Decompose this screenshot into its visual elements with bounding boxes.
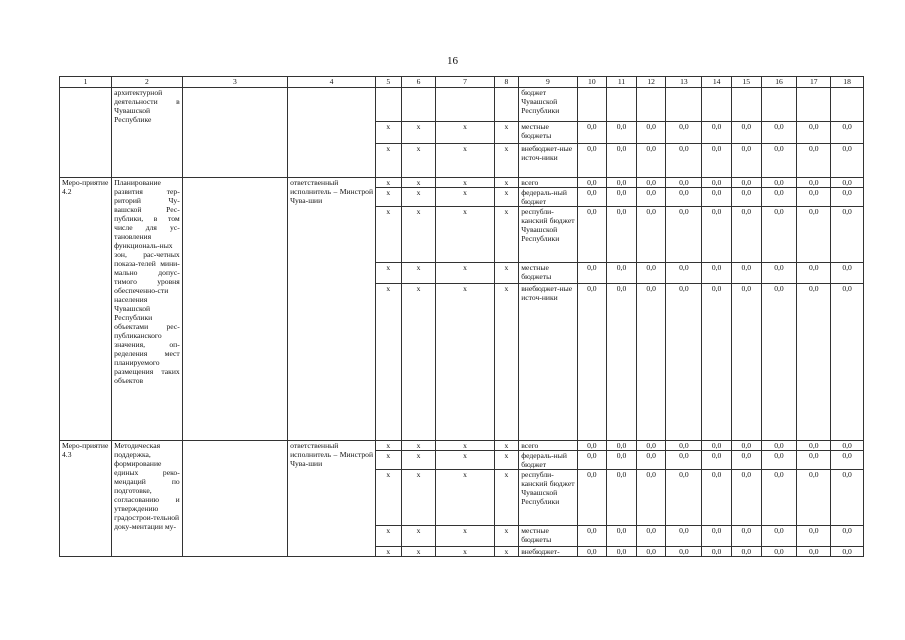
cell-x: x: [376, 526, 402, 547]
cell-value: 0,0: [702, 263, 732, 284]
cell-value: 0,0: [731, 144, 761, 178]
cell-col11: [607, 88, 637, 122]
cell-x: x: [436, 263, 494, 284]
cell-value: 0,0: [831, 470, 864, 526]
cell-value: 0,0: [607, 451, 637, 470]
page-number: 16: [447, 55, 458, 67]
cell-value: 0,0: [761, 451, 797, 470]
cell-value: 0,0: [636, 188, 666, 207]
cell-value: 0,0: [636, 263, 666, 284]
column-header-14: 14: [702, 77, 732, 88]
cell-value: 0,0: [797, 207, 831, 263]
cell-value: 0,0: [831, 122, 864, 144]
cell-col13: [666, 88, 702, 122]
cell-value: 0,0: [797, 284, 831, 441]
cell-value: 0,0: [607, 122, 637, 144]
cell-value: 0,0: [761, 122, 797, 144]
cell-value: 0,0: [761, 441, 797, 451]
cell-x: x: [401, 178, 436, 188]
cell-x: x: [376, 547, 402, 557]
cell-value: 0,0: [761, 547, 797, 557]
cell-value: 0,0: [666, 441, 702, 451]
cell-value: 0,0: [577, 441, 607, 451]
cell-value: 0,0: [761, 207, 797, 263]
cell-col3: [182, 88, 287, 178]
cell-x: x: [401, 526, 436, 547]
cell-value: 0,0: [731, 122, 761, 144]
cell-value: 0,0: [731, 526, 761, 547]
cell-value: 0,0: [831, 547, 864, 557]
cell-col15: [731, 88, 761, 122]
cell-x: x: [376, 284, 402, 441]
cell-value: 0,0: [797, 470, 831, 526]
cell-col12: [636, 88, 666, 122]
cell-value: 0,0: [577, 178, 607, 188]
cell-x: x: [494, 263, 519, 284]
cell-x: x: [494, 122, 519, 144]
cell-value: 0,0: [607, 207, 637, 263]
cell-col16: [761, 88, 797, 122]
cell-value: 0,0: [636, 284, 666, 441]
cell-value: 0,0: [702, 451, 732, 470]
cell-value: 0,0: [702, 188, 732, 207]
cell-value: 0,0: [636, 207, 666, 263]
cell-x: x: [436, 526, 494, 547]
cell-col10: [577, 88, 607, 122]
cell-value: 0,0: [607, 144, 637, 178]
cell-value: 0,0: [731, 451, 761, 470]
cell-value: 0,0: [607, 284, 637, 441]
cell-value: 0,0: [607, 188, 637, 207]
cell-value: 0,0: [761, 284, 797, 441]
cell-value: 0,0: [797, 178, 831, 188]
column-header-18: 18: [831, 77, 864, 88]
cell-value: 0,0: [731, 547, 761, 557]
cell-x: x: [401, 122, 436, 144]
cell-value: 0,0: [636, 526, 666, 547]
cell-value: 0,0: [831, 263, 864, 284]
cell-col7: [436, 88, 494, 122]
budget-table: [59, 76, 864, 557]
cell-x: x: [376, 441, 402, 451]
cell-activity-name: Планирование развития тер-риторий Чу-вашской Рес-публики, в том числе для ус-тановления функциональ-ных зон, рас-четных показа-телей мини-мально допус-тимого уровня обеспеченно-сти населения Чувашской Республики объектами рес-публиканского значения, оп-ределения мест планируемого размещения таких объектов: [112, 178, 183, 441]
cell-x: x: [494, 207, 519, 263]
cell-value: 0,0: [577, 451, 607, 470]
cell-value: 0,0: [636, 144, 666, 178]
column-header-9: 9: [519, 77, 577, 88]
cell-x: x: [376, 122, 402, 144]
cell-value: 0,0: [666, 207, 702, 263]
column-header-13: 13: [666, 77, 702, 88]
cell-value: 0,0: [831, 441, 864, 451]
cell-x: x: [436, 178, 494, 188]
cell-x: x: [436, 470, 494, 526]
cell-value: 0,0: [666, 178, 702, 188]
cell-value: 0,0: [731, 188, 761, 207]
cell-x: x: [494, 470, 519, 526]
column-header-17: 17: [797, 77, 831, 88]
cell-col14: [702, 88, 732, 122]
table-row: [60, 178, 864, 188]
column-header-6: 6: [401, 77, 436, 88]
cell-responsible: ответственный исполнитель – Минстрой Чува-шии: [288, 441, 376, 557]
column-header-1: 1: [60, 77, 112, 88]
cell-value: 0,0: [831, 188, 864, 207]
cell-value: 0,0: [702, 547, 732, 557]
cell-x: x: [376, 207, 402, 263]
cell-x: x: [401, 451, 436, 470]
cell-funding-source: бюджет Чувашской Республики: [519, 88, 577, 122]
cell-value: 0,0: [577, 144, 607, 178]
cell-value: 0,0: [577, 263, 607, 284]
cell-value: 0,0: [577, 547, 607, 557]
cell-x: x: [436, 122, 494, 144]
cell-value: 0,0: [666, 284, 702, 441]
cell-x: x: [401, 470, 436, 526]
column-header-12: 12: [636, 77, 666, 88]
cell-col4: [288, 88, 376, 178]
cell-value: 0,0: [702, 284, 732, 441]
column-header-8: 8: [494, 77, 519, 88]
cell-activity-number: Меро-приятие 4.3: [60, 441, 112, 557]
cell-value: 0,0: [731, 284, 761, 441]
cell-x: x: [401, 188, 436, 207]
cell-x: x: [376, 188, 402, 207]
cell-funding-source: республи-канский бюджет Чувашской Республики: [519, 207, 577, 263]
cell-funding-source: внебюджет-: [519, 547, 577, 557]
cell-value: 0,0: [761, 144, 797, 178]
cell-activity-name: Методическая поддержка, формирование единых реко-мендаций по подготовке, согласованию и утверждению градострои-тельной доку-ментации му-: [112, 441, 183, 557]
cell-funding-source: внебюджет-ные источ-ники: [519, 284, 577, 441]
cell-value: 0,0: [761, 178, 797, 188]
cell-x: x: [376, 451, 402, 470]
cell-x: x: [436, 144, 494, 178]
cell-x: x: [376, 144, 402, 178]
column-header-row: [60, 77, 864, 88]
cell-value: 0,0: [607, 526, 637, 547]
cell-value: 0,0: [666, 526, 702, 547]
column-header-10: 10: [577, 77, 607, 88]
cell-value: 0,0: [577, 470, 607, 526]
cell-activity-number: Меро-приятие 4.2: [60, 178, 112, 441]
cell-value: 0,0: [636, 441, 666, 451]
cell-value: 0,0: [636, 178, 666, 188]
cell-value: 0,0: [831, 451, 864, 470]
cell-value: 0,0: [797, 547, 831, 557]
cell-value: 0,0: [607, 178, 637, 188]
cell-x: x: [401, 547, 436, 557]
cell-value: 0,0: [702, 207, 732, 263]
cell-value: 0,0: [731, 441, 761, 451]
cell-col8: [494, 88, 519, 122]
table-row: [60, 88, 864, 122]
cell-funding-source: внебюджет-ные источ-ники: [519, 144, 577, 178]
cell-x: x: [401, 144, 436, 178]
cell-value: 0,0: [731, 263, 761, 284]
cell-funding-source: федераль-ный бюджет: [519, 451, 577, 470]
cell-value: 0,0: [702, 526, 732, 547]
cell-value: 0,0: [831, 526, 864, 547]
cell-x: x: [494, 526, 519, 547]
cell-x: x: [436, 547, 494, 557]
cell-value: 0,0: [607, 470, 637, 526]
cell-value: 0,0: [666, 470, 702, 526]
cell-value: 0,0: [731, 178, 761, 188]
cell-value: 0,0: [607, 263, 637, 284]
cell-x: x: [401, 263, 436, 284]
cell-x: x: [494, 284, 519, 441]
column-header-5: 5: [376, 77, 402, 88]
cell-x: x: [436, 284, 494, 441]
cell-value: 0,0: [577, 284, 607, 441]
cell-x: x: [401, 441, 436, 451]
cell-value: 0,0: [797, 122, 831, 144]
cell-value: 0,0: [666, 188, 702, 207]
cell-col3: [182, 178, 287, 441]
cell-value: 0,0: [607, 441, 637, 451]
cell-funding-source: всего: [519, 441, 577, 451]
cell-value: 0,0: [831, 284, 864, 441]
table-row: [60, 441, 864, 451]
cell-x: x: [494, 188, 519, 207]
cell-x: x: [494, 451, 519, 470]
cell-value: 0,0: [702, 144, 732, 178]
cell-value: 0,0: [831, 178, 864, 188]
cell-value: 0,0: [702, 470, 732, 526]
cell-funding-source: республи-канский бюджет Чувашской Республики: [519, 470, 577, 526]
cell-x: x: [376, 470, 402, 526]
cell-x: x: [494, 178, 519, 188]
cell-value: 0,0: [702, 178, 732, 188]
cell-value: 0,0: [636, 451, 666, 470]
cell-value: 0,0: [666, 122, 702, 144]
cell-value: 0,0: [797, 526, 831, 547]
cell-value: 0,0: [636, 470, 666, 526]
cell-funding-source: всего: [519, 178, 577, 188]
cell-x: x: [436, 451, 494, 470]
cell-funding-source: местные бюджеты: [519, 526, 577, 547]
column-header-7: 7: [436, 77, 494, 88]
cell-value: 0,0: [577, 188, 607, 207]
cell-value: 0,0: [761, 470, 797, 526]
cell-col5: [376, 88, 402, 122]
cell-value: 0,0: [666, 263, 702, 284]
cell-value: 0,0: [831, 144, 864, 178]
cell-value: 0,0: [636, 547, 666, 557]
cell-x: x: [436, 441, 494, 451]
cell-col3: [182, 441, 287, 557]
cell-value: 0,0: [797, 263, 831, 284]
cell-funding-source: федераль-ный бюджет: [519, 188, 577, 207]
cell-value: 0,0: [831, 207, 864, 263]
cell-x: x: [376, 263, 402, 284]
cell-col6: [401, 88, 436, 122]
cell-x: x: [436, 188, 494, 207]
cell-value: 0,0: [577, 526, 607, 547]
cell-col18: [831, 88, 864, 122]
cell-value: 0,0: [577, 122, 607, 144]
column-header-11: 11: [607, 77, 637, 88]
cell-col17: [797, 88, 831, 122]
column-header-16: 16: [761, 77, 797, 88]
cell-x: x: [401, 207, 436, 263]
cell-value: 0,0: [702, 122, 732, 144]
cell-value: 0,0: [577, 207, 607, 263]
cell-x: x: [436, 207, 494, 263]
cell-value: 0,0: [702, 441, 732, 451]
cell-value: 0,0: [607, 547, 637, 557]
cell-funding-source: местные бюджеты: [519, 122, 577, 144]
cell-x: x: [494, 441, 519, 451]
cell-activity-name: архитектурной деятельности в Чувашской Республике: [112, 88, 183, 178]
cell-value: 0,0: [761, 263, 797, 284]
column-header-2: 2: [112, 77, 183, 88]
cell-value: 0,0: [636, 122, 666, 144]
column-header-15: 15: [731, 77, 761, 88]
cell-value: 0,0: [666, 451, 702, 470]
cell-value: 0,0: [666, 144, 702, 178]
cell-value: 0,0: [797, 144, 831, 178]
cell-value: 0,0: [797, 451, 831, 470]
cell-value: 0,0: [797, 441, 831, 451]
cell-x: x: [376, 178, 402, 188]
column-header-4: 4: [288, 77, 376, 88]
cell-x: x: [401, 284, 436, 441]
cell-value: 0,0: [731, 207, 761, 263]
cell-value: 0,0: [761, 188, 797, 207]
cell-value: 0,0: [761, 526, 797, 547]
cell-x: x: [494, 547, 519, 557]
cell-responsible: ответственный исполнитель – Минстрой Чува-шии: [288, 178, 376, 441]
cell-value: 0,0: [797, 188, 831, 207]
cell-funding-source: местные бюджеты: [519, 263, 577, 284]
cell-col1: [60, 88, 112, 178]
cell-value: 0,0: [666, 547, 702, 557]
column-header-3: 3: [182, 77, 287, 88]
cell-x: x: [494, 144, 519, 178]
cell-value: 0,0: [731, 470, 761, 526]
